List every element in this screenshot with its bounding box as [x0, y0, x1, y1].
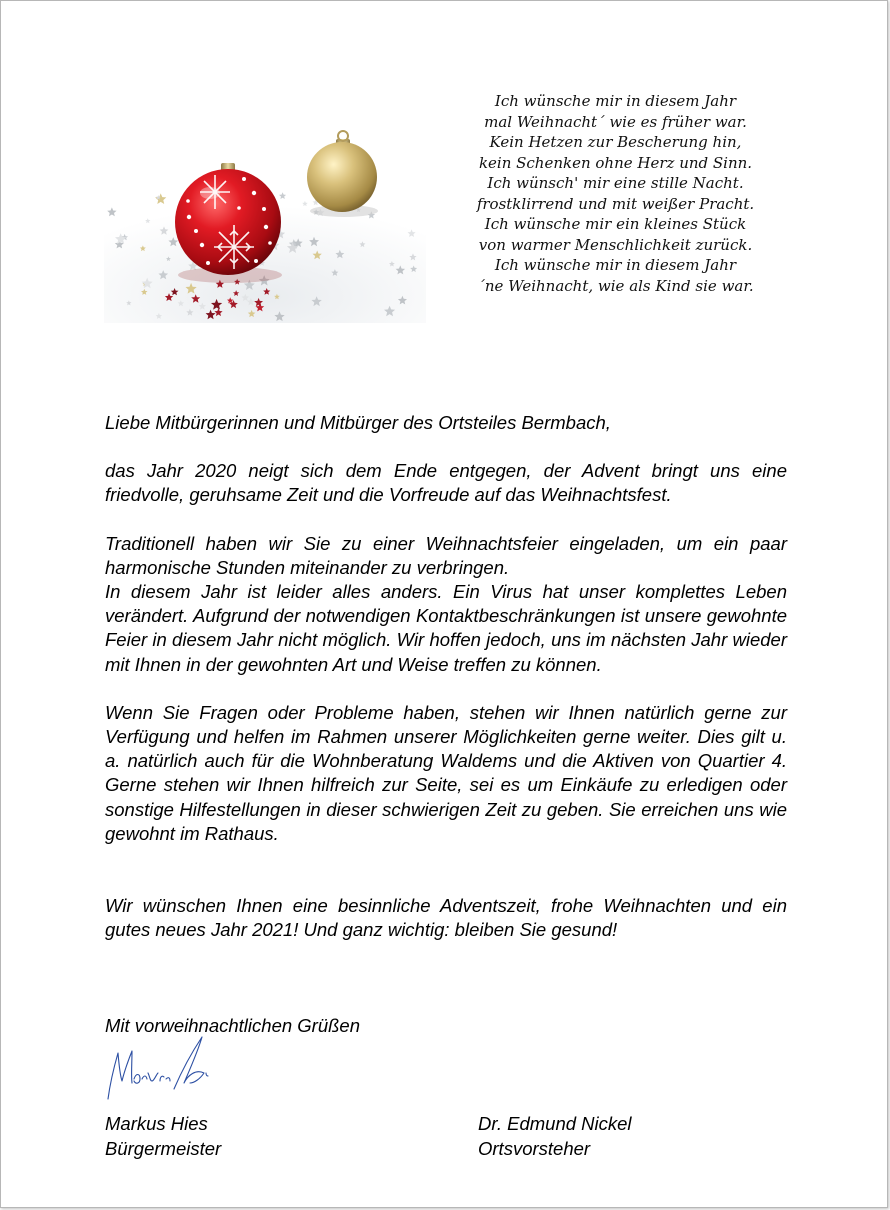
signature-left: [105, 1112, 221, 1161]
paragraph-help: Wenn Sie Fragen oder Probleme haben, stehen wir Ihnen natürlich gerne zur Verfügung und helfen im Rahmen unserer Möglichkeiten gerne weiter. Dies gilt u. a. natürlich auch für die Wohnberatung Waldems und die Aktiven von Quartier 4. Gerne stehen wir Ihnen hilfreich zur Seite, sei es um Einkäufe zu erledigen oder sonstige Hilfestellungen in dieser schwierigen Zeit zu geben. Sie erreichen uns wie gewohnt im Rathaus.: [105, 701, 787, 844]
poem-line: frostklirrend und mit weißer Pracht.: [476, 194, 755, 213]
handwritten-signature: [104, 1029, 224, 1104]
paragraph-wishes: Wir wünschen Ihnen eine besinnliche Adventszeit, frohe Weihnachten und ein gutes neues Jahr 2021! Und ganz wichtig: bleiben Sie gesund!: [105, 895, 787, 941]
christmas-baubles-image: [104, 113, 426, 323]
poem-line: kein Schenken ohne Herz und Sinn.: [478, 153, 753, 172]
paragraph-tradition: Traditionell haben wir Sie zu einer Weihnachtsfeier eingeladen, um ein paar harmonische Stunden miteinander zu verbringen.: [105, 532, 787, 578]
signature-right: [478, 1112, 632, 1161]
salutation: Liebe Mitbürgerinnen und Mitbürger des Ortsteiles Bermbach,: [105, 412, 611, 433]
poem-line: ´ne Weihnacht, wie als Kind sie war.: [477, 276, 754, 295]
letter-body: [105, 411, 787, 942]
poem-line: Ich wünsch' mir eine stille Nacht.: [487, 174, 744, 192]
poem-line: mal Weihnacht´ wie es früher war.: [484, 112, 747, 131]
poem-line: Ich wünsche mir in diesem Jahr: [494, 256, 737, 274]
poem-line: Ich wünsche mir in diesem Jahr: [494, 92, 737, 110]
signer-title: Bürgermeister: [105, 1137, 222, 1159]
signer-name: Markus Hies: [105, 1113, 208, 1134]
paragraph-virus: In diesem Jahr ist leider alles anders. Ein Virus hat unser komplettes Leben verändert. Aufgrund der notwendigen Kontaktbeschränkungen ist unsere gewohnte Feier in diesem Jahr nicht möglich. Wir hoffen jedoch, uns im nächsten Jahr wieder mit Ihnen in der gewohnten Art und Weise treffen zu können.: [105, 581, 787, 675]
poem-line: Ich wünsche mir ein kleines Stück: [484, 215, 747, 233]
signer-title: Ortsvorsteher: [478, 1137, 591, 1159]
signer-name: Dr. Edmund Nickel: [478, 1113, 632, 1134]
christmas-poem: [453, 91, 778, 303]
closing-greeting: Mit vorweihnachtlichen Grüßen: [105, 1015, 360, 1036]
poem-line: von warmer Menschlichkeit zurück.: [478, 235, 753, 254]
poem-line: Kein Hetzen zur Bescherung hin,: [489, 133, 742, 151]
paragraph-intro: das Jahr 2020 neigt sich dem Ende entgegen, der Advent bringt uns eine friedvolle, geruhsame Zeit und die Vorfreude auf das Weihnachtsfest.: [105, 460, 787, 506]
baubles-illustration: [104, 113, 426, 323]
